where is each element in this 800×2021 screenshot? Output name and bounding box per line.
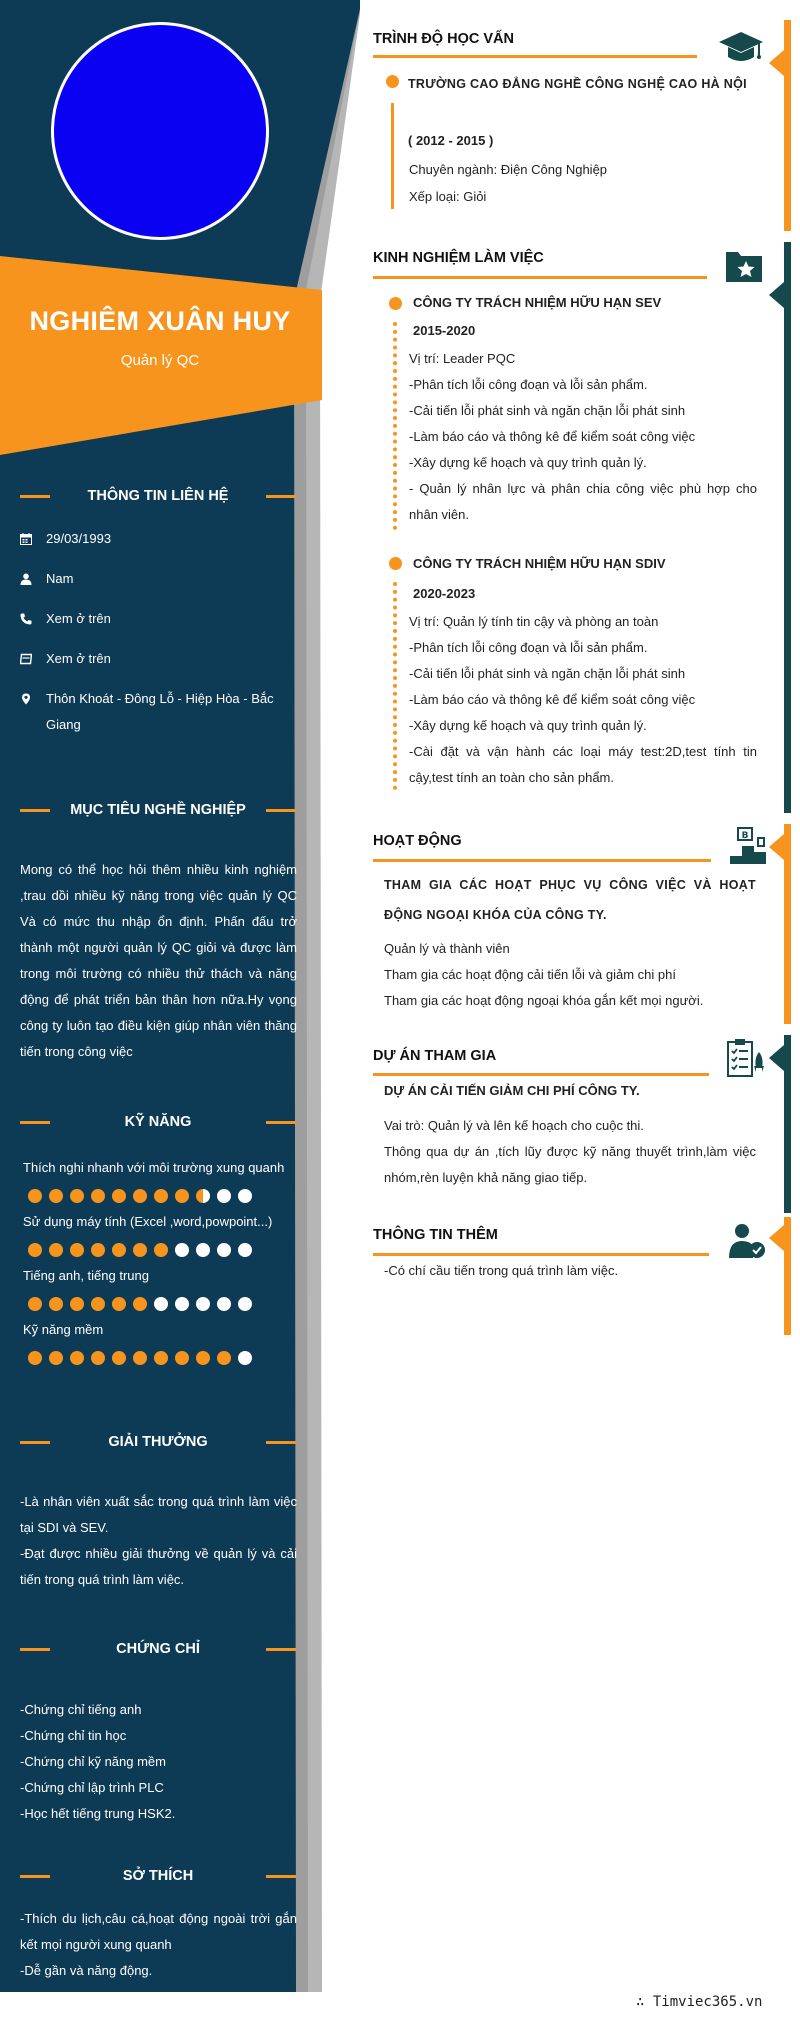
job-line: -Làm báo cáo và thông kê để kiểm soát công việc (409, 692, 696, 707)
job-line: -Phân tích lỗi công đoạn và lỗi sản phẩm. (409, 640, 648, 655)
skill-rating (28, 1243, 252, 1257)
skill-dot (133, 1351, 147, 1365)
certificate-item: -Học hết tiếng trung HSK2. (20, 1806, 176, 1821)
map-pin-icon (20, 686, 46, 738)
profile-name: NGHIÊM XUÂN HUY (29, 306, 291, 336)
education-school: TRƯỜNG CAO ĐẲNG NGHỀ CÔNG NGHỆ CAO HÀ NỘI (408, 77, 747, 91)
section-underline (373, 1253, 709, 1256)
skill-dot (196, 1243, 210, 1257)
section-side-notch (769, 282, 784, 308)
skill-dot (91, 1297, 105, 1311)
contact-heading: THÔNG TIN LIÊN HỆ (18, 486, 298, 506)
contact-email: Xem ở trên (20, 646, 300, 672)
job-company: CÔNG TY TRÁCH NHIỆM HỮU HẠN SEV (413, 295, 662, 310)
skill-dot (133, 1189, 147, 1203)
awards-text (20, 1489, 297, 1593)
job-period: 2015-2020 (413, 323, 476, 338)
awards-heading: GIẢI THƯỞNG (18, 1432, 298, 1452)
skill-dot (175, 1243, 189, 1257)
contact-birthday: 29/03/1993 (20, 526, 300, 552)
podium-icon (728, 826, 768, 866)
footer-brand[interactable]: ∴ Timviec365.vn (636, 1994, 763, 2010)
certificates-heading: CHỨNG CHỈ (18, 1639, 298, 1659)
job-line: -Cải tiến lỗi phát sinh và ngăn chặn lỗi phát sinh (409, 403, 686, 418)
user-icon (20, 566, 46, 592)
hobby-item: -Dễ gần và năng động. (20, 1963, 153, 1978)
extra-text: -Có chí cầu tiến trong quá trình làm việc. (384, 1263, 619, 1278)
section-side-notch (769, 834, 784, 860)
skill-dot (133, 1243, 147, 1257)
job-details (409, 609, 757, 791)
skill-dot (49, 1243, 63, 1257)
skill-dot (196, 1189, 210, 1203)
project-description: Thông qua dự án ,tích lũy được kỹ năng thuyết trình,làm việc nhóm,rèn luyện khả năng giao tiếp. (384, 1144, 756, 1185)
job-line: Vị trí: Leader PQC (409, 351, 516, 366)
skill-dot (217, 1189, 231, 1203)
skill-dot (70, 1351, 84, 1365)
education-grade: Xếp loại: Giỏi (409, 189, 487, 204)
skill-dot (112, 1243, 126, 1257)
skill-dot (112, 1189, 126, 1203)
hobbies-text (20, 1906, 297, 1984)
skill-dot (217, 1351, 231, 1365)
skill-dot (28, 1189, 42, 1203)
profile-role: Quản lý QC (120, 352, 200, 369)
job-line: -Phân tích lỗi công đoạn và lỗi sản phẩm. (409, 377, 648, 392)
skill-dot (49, 1351, 63, 1365)
timeline-dotted-line (393, 322, 397, 530)
svg-text:B: B (741, 831, 749, 841)
skill-dot (238, 1189, 252, 1203)
left-column (0, 0, 360, 1992)
avatar (51, 22, 269, 240)
skill-rating (28, 1351, 252, 1365)
phone-icon (20, 606, 46, 632)
project-role: Vai trò: Quản lý và lên kế hoạch cho cuộc thi. (384, 1118, 644, 1133)
job-line: -Xây dựng kế hoạch và quy trình quản lý. (409, 718, 647, 733)
hobbies-heading: SỞ THÍCH (18, 1866, 298, 1886)
extra-title: THÔNG TIN THÊM (373, 1227, 498, 1243)
job-period: 2020-2023 (413, 586, 476, 601)
skill-name: Tiếng anh, tiếng trung (23, 1268, 149, 1283)
job-line: - Quản lý nhân lực và phân chia công việc phù hợp cho nhân viên. (409, 481, 757, 522)
skill-dot (238, 1351, 252, 1365)
folder-star-icon (724, 248, 764, 284)
skill-rating (28, 1297, 252, 1311)
project-heading: DỰ ÁN CẢI TIẾN GIẢM CHI PHÍ CÔNG TY. (384, 1083, 640, 1098)
skill-dot (175, 1297, 189, 1311)
skill-dot (175, 1189, 189, 1203)
activities-list (384, 936, 756, 1014)
job-line: -Xây dựng kế hoạch và quy trình quản lý. (409, 455, 647, 470)
timeline-bullet (386, 75, 399, 88)
skill-dot (196, 1351, 210, 1365)
skill-dot (91, 1351, 105, 1365)
skill-dot (154, 1243, 168, 1257)
objective-heading: MỤC TIÊU NGHỀ NGHIỆP (18, 800, 298, 820)
section-side-bar (784, 824, 791, 1024)
section-underline (373, 276, 707, 279)
skill-dot (91, 1189, 105, 1203)
skill-dot (154, 1189, 168, 1203)
skills-heading: KỸ NĂNG (18, 1112, 298, 1132)
job-line: -Cài đặt và vận hành các loại máy test:2D,test tính tin cậy,test tính an toàn cho sản phẩm. (409, 744, 757, 785)
activity-item: Quản lý và thành viên (384, 941, 510, 956)
skill-dot (91, 1243, 105, 1257)
skill-dot (112, 1297, 126, 1311)
skill-dot (154, 1297, 168, 1311)
skill-name: Kỹ năng mềm (23, 1322, 104, 1337)
experience-title: KINH NGHIỆM LÀM VIỆC (373, 250, 544, 266)
timeline-bullet (389, 297, 402, 310)
education-title: TRÌNH ĐỘ HỌC VẤN (373, 31, 514, 47)
job-line: -Làm báo cáo và thông kê để kiểm soát công việc (409, 429, 696, 444)
contact-phone: Xem ở trên (20, 606, 300, 632)
job-company: CÔNG TY TRÁCH NHIỆM HỮU HẠN SDIV (413, 556, 666, 571)
calendar-icon (20, 526, 46, 552)
section-side-notch (769, 1225, 784, 1251)
timeline-dotted-line (393, 582, 397, 790)
activities-title: HOẠT ĐỘNG (373, 833, 462, 849)
skill-dot (28, 1297, 42, 1311)
skill-dot (154, 1351, 168, 1365)
contact-address: Thôn Khoát - Đông Lỗ - Hiệp Hòa - Bắc Giang (20, 686, 290, 738)
email-icon (20, 646, 46, 672)
skill-rating (28, 1189, 252, 1203)
skill-name: Sử dụng máy tính (Excel ,word,powpoint...) (23, 1214, 273, 1229)
job-details (409, 346, 757, 528)
skill-dot (238, 1297, 252, 1311)
skill-dot (133, 1297, 147, 1311)
certificates-list (20, 1697, 297, 1827)
job-line: -Cải tiến lỗi phát sinh và ngăn chặn lỗi phát sinh (409, 666, 686, 681)
award-item: -Đạt được nhiều giải thưởng về quản lý và cải tiến trong quá trình làm việc. (20, 1546, 297, 1587)
timeline-bullet (389, 557, 402, 570)
skill-dot (70, 1297, 84, 1311)
section-side-bar (784, 1035, 791, 1213)
certificate-item: -Chứng chỉ tiếng anh (20, 1702, 142, 1717)
skill-dot (70, 1189, 84, 1203)
award-item: -Là nhân viên xuất sắc trong quá trình làm việc tại SDI và SEV. (20, 1494, 297, 1535)
skill-dot (196, 1297, 210, 1311)
section-side-bar (784, 1217, 791, 1335)
timeline-line (391, 103, 394, 209)
job-line: Vị trí: Quản lý tính tin cậy và phòng an toàn (409, 614, 659, 629)
objective-text: Mong có thể học hỏi thêm nhiều kinh nghiệm ,trau dồi nhiều kỹ năng trong việc quản lý QC Và có mức thu nhập ổn định. Phấn đấu trở thành một người quản lý QC giỏi và được làm trong môi trường có nhiều thử thách và năng động để phát triển bản thân hơn nữa.Hy vọng công ty luôn tạo điều kiện giúp nhân viên thăng tiến trong công việc (20, 862, 297, 1059)
section-underline (373, 859, 711, 862)
contact-gender: Nam (20, 566, 300, 592)
graduation-cap-icon (718, 30, 764, 66)
section-side-notch (769, 1045, 784, 1071)
section-underline (373, 55, 697, 58)
section-side-bar (784, 20, 791, 231)
verified-user-icon (728, 1222, 766, 1260)
skill-name: Thích nghi nhanh với môi trường xung quanh (23, 1160, 285, 1175)
certificate-item: -Chứng chỉ tin học (20, 1728, 127, 1743)
certificate-item: -Chứng chỉ kỹ năng mềm (20, 1754, 166, 1769)
section-underline (373, 1073, 709, 1076)
certificate-item: -Chứng chỉ lập trình PLC (20, 1780, 164, 1795)
section-side-notch (769, 50, 784, 76)
skill-dot (217, 1297, 231, 1311)
skill-dot (28, 1351, 42, 1365)
skill-dot (217, 1243, 231, 1257)
hobby-item: -Thích du lịch,câu cá,hoạt động ngoài trời gắn kết mọi người xung quanh (20, 1911, 297, 1952)
projects-title: DỰ ÁN THAM GIA (373, 1048, 497, 1064)
skill-dot (175, 1351, 189, 1365)
activity-item: Tham gia các hoạt động ngoại khóa gắn kết mọi người. (384, 993, 704, 1008)
section-side-bar (784, 242, 791, 813)
skill-dot (238, 1243, 252, 1257)
skill-dot (112, 1351, 126, 1365)
skill-dot (28, 1243, 42, 1257)
skill-dot (49, 1297, 63, 1311)
checklist-rocket-icon (726, 1038, 766, 1080)
education-major: Chuyên ngành: Điện Công Nghiệp (409, 162, 608, 177)
activities-heading: THAM GIA CÁC HOẠT PHỤC VỤ CÔNG VIỆC VÀ HOẠT ĐỘNG NGOẠI KHÓA CỦA CÔNG TY. (384, 878, 756, 922)
activity-item: Tham gia các hoạt động cải tiến lỗi và giảm chi phí (384, 967, 676, 982)
education-years: ( 2012 - 2015 ) (408, 133, 494, 148)
skill-dot (70, 1243, 84, 1257)
skill-dot (49, 1189, 63, 1203)
